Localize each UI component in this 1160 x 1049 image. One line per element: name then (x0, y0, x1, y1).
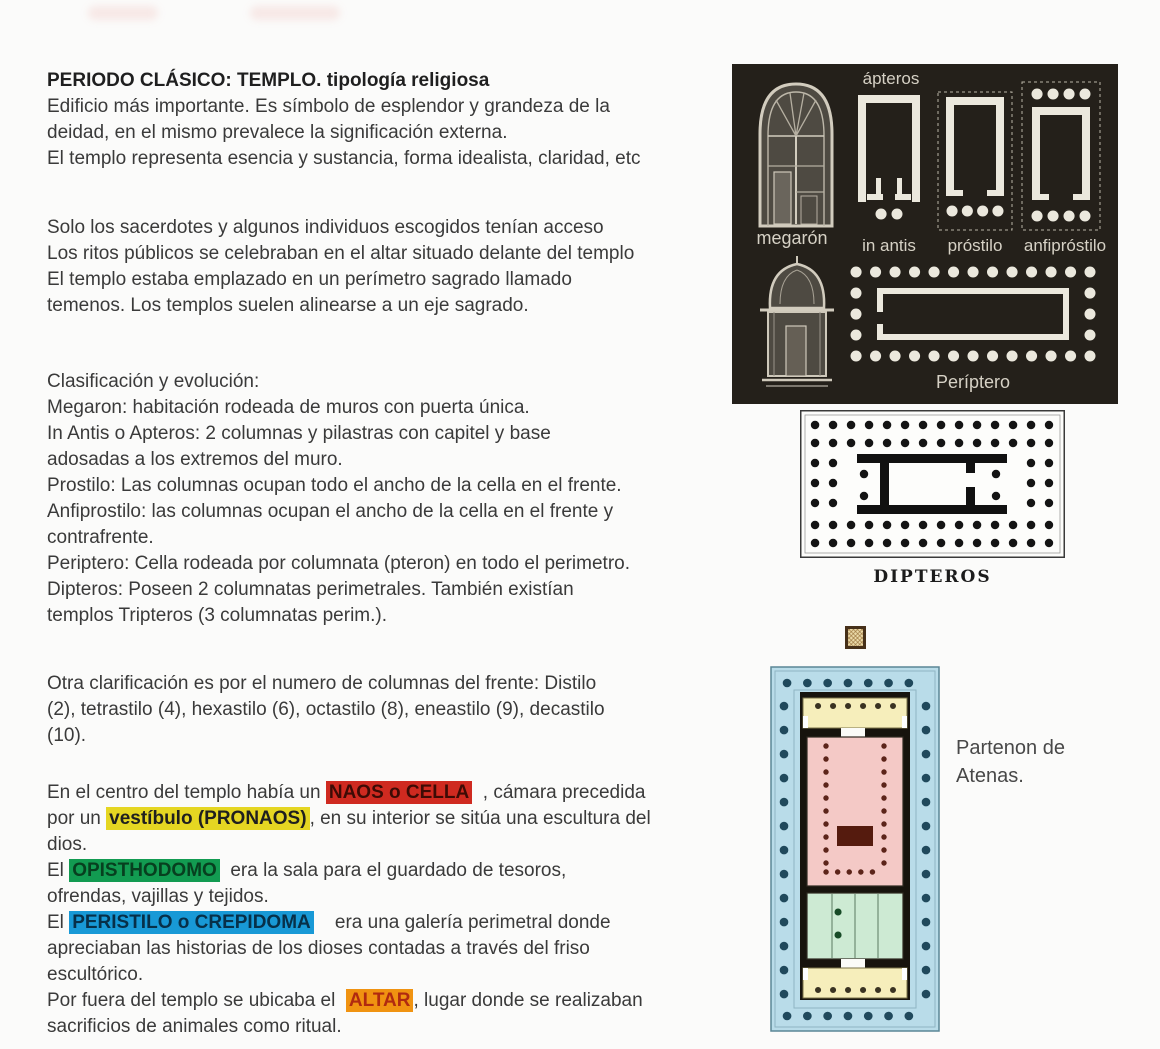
text-segment: El (47, 912, 70, 933)
highlight-altar: ALTAR (346, 989, 414, 1012)
text-line: (2), tetrastilo (4), hexastilo (6), octastilo (8), eneastilo (9), decastilo (47, 699, 605, 720)
label-megaron: megarón (756, 228, 828, 248)
text-line (47, 988, 747, 1014)
text-segment: El (47, 860, 70, 881)
label-anfiprostilo: anfipróstilo (1023, 236, 1107, 255)
text-line: ofrendas, vajillas y tejidos. (47, 886, 269, 907)
text-segment: por un (47, 808, 107, 829)
label-periptero: Períptero (935, 372, 1011, 392)
highlight-peristilo-crepidoma: PERISTILO o CREPIDOMA (69, 911, 314, 934)
paragraph-partes-templo (47, 780, 747, 1040)
megaron-arch-sketch (746, 72, 846, 230)
highlight-opisthodomo: OPISTHODOMO (69, 859, 220, 882)
text-line: sacrificios de animales como ritual. (47, 1016, 342, 1037)
text-line: adosadas a los extremos del muro. (47, 449, 343, 470)
dipteros-diagram (800, 410, 1065, 587)
text-line: Los ritos públicos se celebraban en el altar situado delante del templo (47, 243, 635, 264)
text-line: escultórico. (47, 964, 144, 985)
temple-plan-prostilo-diagram (936, 90, 1014, 232)
text-line (47, 910, 747, 936)
text-line: Prostilo: Las columnas ocupan todo el ancho de la cella en el frente. (47, 475, 622, 496)
page-title: PERIODO CLÁSICO: TEMPLO. tipología religiosa (47, 70, 490, 91)
text-line: (10). (47, 725, 87, 746)
text-line: El templo estaba emplazado en un perímetro sagrado llamado (47, 269, 572, 290)
paragraph-intro (47, 94, 747, 172)
text-line: Periptero: Cella rodeada por columnata (pteron) en todo el perimetro. (47, 553, 630, 574)
dipteros-plan-svg (800, 410, 1065, 558)
text-segment: , lugar donde se realizaban (413, 990, 643, 1011)
megaron-shrine-sketch (750, 254, 845, 392)
text-line: deidad, en el mismo prevalece la significación externa. (47, 122, 508, 143)
text-line: dios. (47, 834, 88, 855)
text-line (47, 858, 747, 884)
text-segment: Por fuera del templo se ubicaba el (47, 990, 346, 1011)
text-line: Megaron: habitación rodeada de muros con puerta única. (47, 397, 530, 418)
text-line: Otra clarificación es por el numero de columnas del frente: Distilo (47, 673, 597, 694)
parthenon-caption (956, 734, 1065, 790)
highlight-pronaos: vestíbulo (PRONAOS) (106, 807, 309, 830)
text-line (47, 806, 747, 832)
scan-artifact (250, 6, 340, 20)
highlight-naos-cella: NAOS o CELLA (326, 781, 472, 804)
label-in-antis: in antis (862, 236, 916, 255)
text-line: In Antis o Apteros: 2 columnas y pilastras con capitel y base (47, 423, 551, 444)
caption-line: Atenas. (956, 765, 1024, 787)
parthenon-plan-diagram (770, 666, 940, 1032)
text-segment: era una galería perimetral donde (313, 912, 611, 933)
text-segment: era la sala para el guardado de tesoros, (219, 860, 567, 881)
label-dipteros: DIPTEROS (873, 567, 992, 587)
text-line: El templo representa esencia y sustancia, forma idealista, claridad, etc (47, 148, 641, 169)
temple-typology-panel (732, 64, 1118, 404)
text-line: templos Tripteros (3 columnatas perim.). (47, 605, 388, 626)
text-line: Solo los sacerdotes y algunos individuos escogidos tenían acceso (47, 217, 604, 238)
paragraph-ritual (47, 215, 747, 319)
altar-marker (845, 626, 866, 649)
label-prostilo: próstilo (947, 236, 1003, 255)
label-apteros: ápteros (862, 69, 920, 88)
paragraph-columnas-frente (47, 671, 747, 749)
paragraph-clasificacion (47, 369, 747, 629)
temple-plan-periptero-diagram (842, 260, 1104, 368)
text-line: temenos. Los templos suelen alinearse a un eje sagrado. (47, 295, 529, 316)
text-line: Dipteros: Poseen 2 columnatas perimetrales. También existían (47, 579, 574, 600)
scan-artifact (88, 6, 158, 20)
temple-plan-in-antis-diagram (850, 90, 928, 232)
temple-plan-anfiprostilo-diagram (1020, 80, 1102, 232)
text-line: contrafrente. (47, 527, 154, 548)
text-segment: , en su interior se sitúa una escultura del (309, 808, 651, 829)
caption-line: Partenon de (956, 737, 1065, 759)
text-line: Anfiprostilo: las columnas ocupan el ancho de la cella en el frente y (47, 501, 614, 522)
article-text-column (47, 68, 747, 1040)
text-segment: , cámara precedida (472, 782, 646, 803)
text-segment: En el centro del templo había un (47, 782, 326, 803)
text-line (47, 780, 747, 806)
text-line: apreciaban las historias de los dioses contadas a través del friso (47, 938, 590, 959)
text-line: Clasificación y evolución: (47, 371, 260, 392)
text-line: Edificio más importante. Es símbolo de esplendor y grandeza de la (47, 96, 610, 117)
